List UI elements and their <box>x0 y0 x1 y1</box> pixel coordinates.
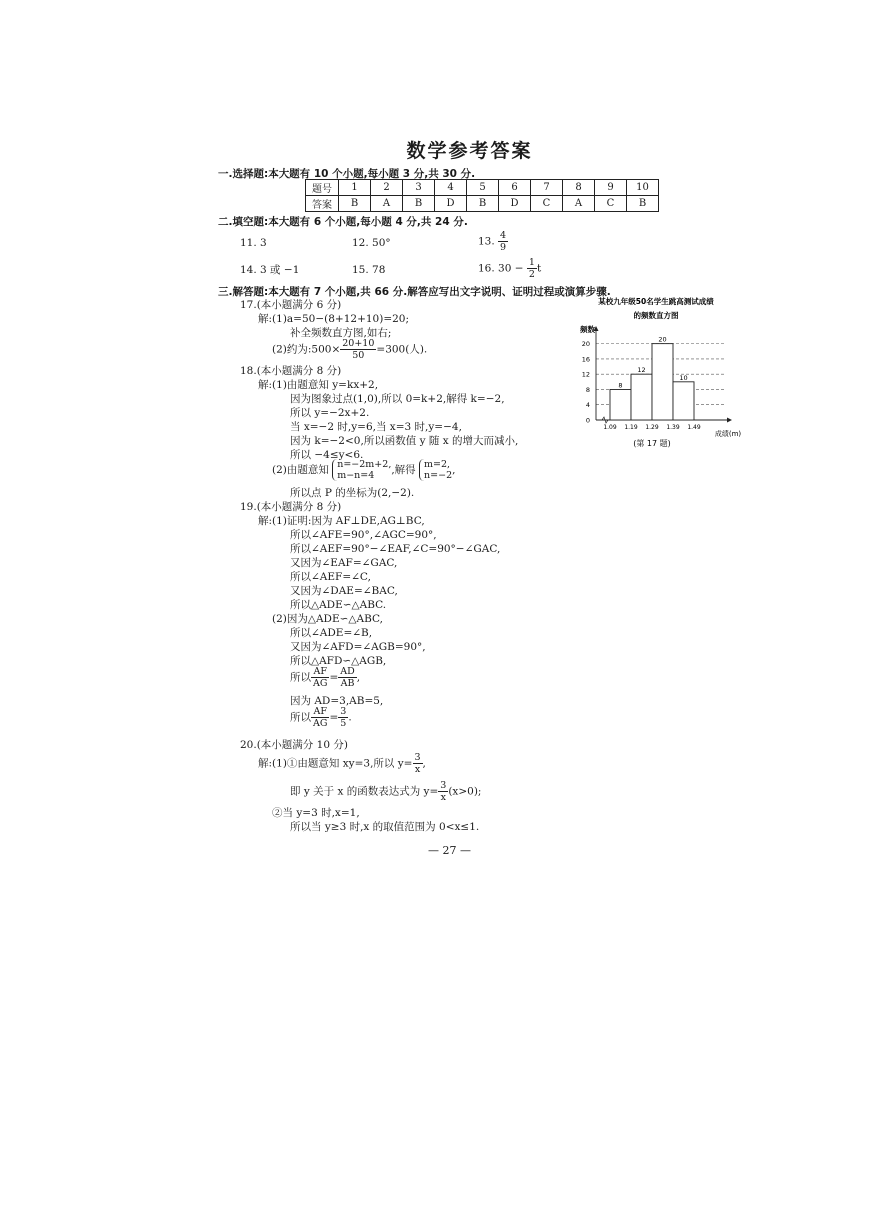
q20-suffix: , <box>422 757 426 770</box>
histogram-bar <box>631 374 652 420</box>
answer-table <box>305 179 659 212</box>
answer-13-prefix: 13. <box>478 235 495 248</box>
page-number: — 27 — <box>428 844 471 857</box>
y-tick-label: 8 <box>585 385 590 394</box>
frequency-histogram <box>556 292 756 462</box>
solution-system <box>419 459 452 481</box>
q18-head: 18.(本小题满分 8 分) <box>240 365 342 377</box>
y-tick-label: 4 <box>585 401 590 410</box>
row-label-answer: 答案 <box>306 196 339 212</box>
answer-16 <box>478 257 541 280</box>
cell: 2 <box>371 180 403 196</box>
histogram-bar <box>673 382 694 420</box>
q20-suffix: (x>0); <box>448 785 482 798</box>
numerator: AF <box>311 706 329 718</box>
equals: = <box>329 711 339 724</box>
q19-ratio-line <box>290 706 352 729</box>
x-tick-label: 1.29 <box>645 424 659 431</box>
x-tick-label: 1.19 <box>624 424 638 431</box>
denominator: AB <box>340 678 355 689</box>
fraction <box>311 666 329 689</box>
q17-head: 17.(本小题满分 6 分) <box>240 299 342 311</box>
q17-prefix: (2)约为:500× <box>272 343 341 356</box>
answer-11: 11. 3 <box>240 237 267 249</box>
cell: B <box>403 196 435 212</box>
q18-line: 所以点 P 的坐标为(2,−2). <box>290 487 415 499</box>
denominator: x <box>440 792 446 803</box>
q19-line: 所以∠AEF=∠C, <box>290 571 371 583</box>
cell: C <box>531 196 563 212</box>
q19-line: 又因为∠DAE=∠BAC, <box>290 585 398 597</box>
q18-line: 所以 y=−2x+2. <box>290 407 370 419</box>
fraction <box>338 706 348 729</box>
answer-15: 15. 78 <box>352 264 386 276</box>
cell: 1 <box>339 180 371 196</box>
y-axis-label: 频数 <box>580 325 595 334</box>
q19-line: 所以△AFD∽△AGB, <box>290 655 387 667</box>
cell: 3 <box>403 180 435 196</box>
q19-line: 所以△ADE∽△ABC. <box>290 599 387 611</box>
q20-line <box>258 752 426 775</box>
y-tick-label: 20 <box>581 340 590 349</box>
q17-line: 补全频数直方图,如右; <box>290 327 392 339</box>
numerator: 20+10 <box>342 338 375 349</box>
cell: 5 <box>467 180 499 196</box>
x-tick-label: 1.09 <box>603 424 617 431</box>
numerator: 3 <box>340 706 347 717</box>
table-row <box>306 180 659 196</box>
section2-heading: 二.填空题:本大题有 6 个小题,每小题 4 分,共 24 分. <box>218 216 468 228</box>
answer-16-suffix: t <box>536 262 542 275</box>
q18-line: 所以 −4≤y<6. <box>290 449 364 461</box>
fraction <box>340 338 376 361</box>
answer-13 <box>478 230 508 253</box>
equation: n=−2m+2, <box>337 459 392 470</box>
cell: A <box>563 196 595 212</box>
x-tick-label: 1.39 <box>666 424 680 431</box>
answer-14: 14. 3 或 −1 <box>240 264 300 276</box>
q18-prefix: (2)由题意知 <box>272 464 329 476</box>
cell: D <box>499 196 531 212</box>
cell: 6 <box>499 180 531 196</box>
cell: D <box>435 196 467 212</box>
x-tick-label: 1.49 <box>687 424 701 431</box>
denominator: AG <box>313 678 328 689</box>
q20-line: 所以当 y≥3 时,x 的取值范围为 0<x≤1. <box>290 821 480 833</box>
equation: m=2, <box>424 459 451 470</box>
fraction <box>527 257 537 280</box>
q18-line: 当 x=−2 时,y=6,当 x=3 时,y=−4, <box>290 421 462 433</box>
q19-line: 又因为∠EAF=∠GAC, <box>290 557 398 569</box>
q18-suffix: , <box>452 464 456 476</box>
q17-line: 解:(1)a=50−(8+12+10)=20; <box>258 313 410 325</box>
bar-data-label: 20 <box>658 335 667 344</box>
q20-prefix: 解:(1)①由题意知 xy=3,所以 y= <box>258 757 413 770</box>
q19-line: 所以∠AEF=90°−∠EAF,∠C=90°−∠GAC, <box>290 543 501 555</box>
numerator: 4 <box>500 230 507 241</box>
denominator: x <box>414 764 421 775</box>
numerator: AF <box>311 666 329 678</box>
denominator: 2 <box>528 269 535 280</box>
chart-title: 某校九年级50名学生跳高测试成绩 <box>598 297 714 306</box>
x-axis-arrow <box>727 418 732 423</box>
numerator: 3 <box>414 752 421 763</box>
answer-12: 12. 50° <box>352 237 391 249</box>
fraction <box>413 752 423 775</box>
cell: 10 <box>627 180 659 196</box>
numerator: 1 <box>528 257 535 268</box>
y-tick-label: 16 <box>581 355 590 364</box>
bar-data-label: 8 <box>618 381 623 390</box>
cell: B <box>339 196 371 212</box>
fraction <box>498 230 508 253</box>
equation-system <box>332 459 391 481</box>
q18-line: 因为图象过点(1,0),所以 0=k+2,解得 k=−2, <box>290 393 505 405</box>
cell: B <box>467 196 499 212</box>
bar-data-label: 12 <box>637 366 646 375</box>
section1-heading: 一.选择题:本大题有 10 个小题,每小题 3 分,共 30 分. <box>218 168 476 180</box>
fraction <box>338 666 356 689</box>
denominator: 9 <box>500 242 507 253</box>
table-row <box>306 196 659 212</box>
equals: = <box>329 671 339 684</box>
row-label-number: 题号 <box>306 180 339 196</box>
q20-line <box>290 780 481 803</box>
q20-prefix: 即 y 关于 x 的函数表达式为 y= <box>290 785 439 798</box>
q20-line: ②当 y=3 时,x=1, <box>272 807 360 819</box>
cell: 7 <box>531 180 563 196</box>
q19-suffix: , <box>356 671 361 684</box>
cell: C <box>595 196 627 212</box>
page-title: 数学参考答案 <box>406 140 533 162</box>
q19-ratio-line <box>290 666 360 689</box>
equation: n=−2 <box>424 470 453 481</box>
cell: 9 <box>595 180 627 196</box>
denominator: 5 <box>340 718 347 729</box>
numerator: 3 <box>440 780 447 791</box>
q18-line: 解:(1)由题意知 y=kx+2, <box>258 379 379 391</box>
cell: 8 <box>563 180 595 196</box>
x-axis-label: 成绩(m) <box>714 430 742 438</box>
q19-head: 19.(本小题满分 8 分) <box>240 501 342 513</box>
q19-prefix: 所以 <box>290 711 311 724</box>
q18-line: 因为 k=−2<0,所以函数值 y 随 x 的增大而减小, <box>290 435 519 447</box>
denominator: 50 <box>352 350 365 361</box>
bar-data-label: 10 <box>679 373 688 382</box>
q18-system-line <box>272 459 455 481</box>
q17-suffix: =300(人). <box>376 343 428 356</box>
q19-line: (2)因为△ADE∽△ABC, <box>272 613 383 625</box>
section3-heading: 三.解答题:本大题有 7 个小题,共 66 分.解答应写出文字说明、证明过程或演算步骤. <box>218 286 611 298</box>
y-tick-label: 12 <box>581 370 590 379</box>
q19-line: 所以∠ADE=∠B, <box>290 627 373 639</box>
q19-line: 解:(1)证明:因为 AF⊥DE,AG⊥BC, <box>258 515 425 527</box>
plot-area <box>582 326 732 431</box>
q19-suffix: . <box>348 711 352 724</box>
cell: B <box>627 196 659 212</box>
cell: 4 <box>435 180 467 196</box>
chart-caption: (第 17 题) <box>633 439 671 448</box>
q19-line: 所以∠AFE=90°,∠AGC=90°, <box>290 529 437 541</box>
histogram-bar <box>610 389 631 420</box>
y-tick-label: 0 <box>585 416 590 425</box>
q20-head: 20.(本小题满分 10 分) <box>240 739 348 751</box>
chart-subtitle: 的频数直方图 <box>633 311 679 320</box>
histogram-bar <box>652 344 673 420</box>
cell: A <box>371 196 403 212</box>
equation: m−n=4 <box>337 470 375 481</box>
numerator: AD <box>340 666 355 677</box>
q19-prefix: 所以 <box>290 671 311 684</box>
answer-16-prefix: 16. 30 − <box>478 262 524 275</box>
q19-line: 又因为∠AFD=∠AGB=90°, <box>290 641 426 653</box>
denominator: AG <box>313 718 328 729</box>
fraction <box>438 780 448 803</box>
q17-line <box>272 338 427 361</box>
q19-line: 因为 AD=3,AB=5, <box>290 695 384 707</box>
fraction <box>311 706 329 729</box>
q18-mid: ,解得 <box>391 464 416 476</box>
